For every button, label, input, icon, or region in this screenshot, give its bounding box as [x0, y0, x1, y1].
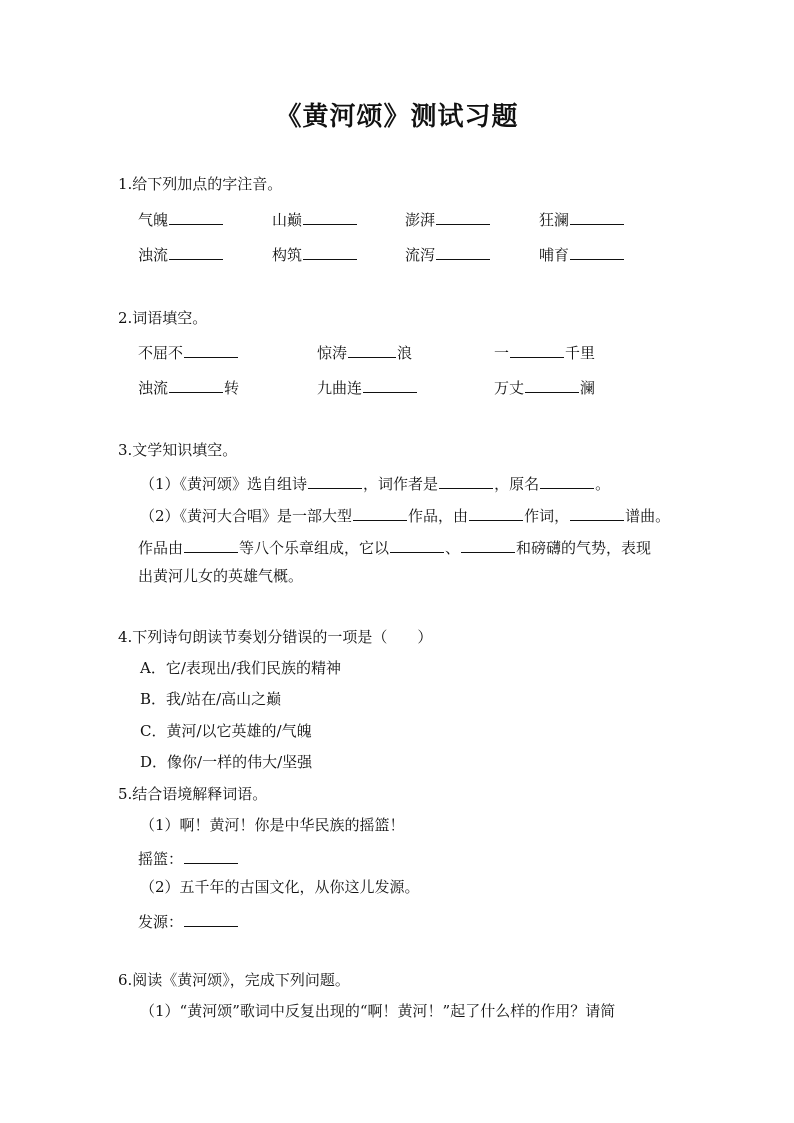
page-title: 《黄河颂》测试习题 — [275, 102, 519, 132]
q1-item: 哺育 — [539, 245, 625, 263]
q2-item: 惊涛 浪 — [317, 344, 413, 362]
q5-sentence-1: （1）啊！黄河！你是中华民族的摇篮！ — [140, 816, 405, 834]
answer-blank[interactable] — [184, 912, 238, 927]
answer-blank[interactable] — [169, 210, 223, 225]
q1-item: 流泻 — [405, 245, 491, 263]
q5-answer-2: 发源： — [138, 912, 239, 930]
option-a[interactable]: A．它/表现出/我们民族的精神 — [140, 659, 341, 677]
q2-item: 九曲连 — [317, 378, 418, 396]
question-4-heading: 4.下列诗句朗读节奏划分错误的一项是（ ） — [118, 628, 433, 646]
q5-answer-1: 摇篮： — [138, 849, 239, 867]
option-d[interactable]: D．像你/一样的伟大/坚强 — [140, 753, 313, 771]
q3-line-4: 出黄河儿女的英雄气概。 — [138, 567, 304, 585]
q6-sentence-1: （1）“黄河颂”歌词中反复出现的“啊！黄河！”起了什么样的作用？请简 — [140, 1002, 616, 1020]
answer-blank[interactable] — [570, 245, 624, 260]
q2-item: 浊流 转 — [138, 379, 240, 397]
q2-item: 一 千里 — [494, 344, 596, 362]
question-5-heading: 5.结合语境解释词语。 — [118, 785, 268, 803]
answer-blank[interactable] — [510, 343, 564, 358]
answer-blank[interactable] — [390, 538, 444, 553]
answer-blank[interactable] — [303, 245, 357, 260]
q1-item: 气魄 — [138, 210, 224, 228]
option-c[interactable]: C．黄河/以它英雄的/气魄 — [140, 722, 312, 740]
question-2-heading: 2.词语填空。 — [118, 309, 208, 327]
answer-blank[interactable] — [363, 378, 417, 393]
answer-blank[interactable] — [570, 506, 624, 521]
answer-blank[interactable] — [348, 343, 396, 358]
answer-blank[interactable] — [525, 378, 579, 393]
answer-blank[interactable] — [184, 538, 238, 553]
q1-item: 山巅 — [272, 210, 358, 228]
answer-blank[interactable] — [308, 474, 362, 489]
answer-blank[interactable] — [169, 245, 223, 260]
q5-sentence-2: （2）五千年的古国文化，从你这儿发源。 — [140, 878, 420, 896]
q1-item: 狂澜 — [539, 210, 625, 228]
answer-blank[interactable] — [540, 474, 594, 489]
q3-line-2: （2）《黄河大合唱》是一部大型 作品，由 作词， 谱曲。 — [140, 507, 671, 525]
answer-blank[interactable] — [184, 849, 238, 864]
answer-blank[interactable] — [439, 474, 493, 489]
answer-blank[interactable] — [461, 538, 515, 553]
question-6-heading: 6.阅读《黄河颂》，完成下列问题。 — [118, 971, 350, 989]
q1-item: 浊流 — [138, 245, 224, 263]
option-b[interactable]: B．我/站在/高山之巅 — [140, 690, 282, 708]
answer-blank[interactable] — [436, 245, 490, 260]
q1-item: 澎湃 — [405, 210, 491, 228]
q3-line-1: （1）《黄河颂》选自组诗 ，词作者是 ，原名 。 — [140, 475, 611, 493]
answer-blank[interactable] — [169, 378, 223, 393]
answer-blank[interactable] — [184, 343, 238, 358]
answer-blank[interactable] — [436, 210, 490, 225]
q2-item: 不屈不 — [138, 343, 239, 361]
answer-blank[interactable] — [353, 506, 407, 521]
question-1-heading: 1.给下列加点的字注音。 — [118, 175, 283, 193]
answer-blank[interactable] — [469, 506, 523, 521]
answer-blank[interactable] — [303, 210, 357, 225]
answer-blank[interactable] — [570, 210, 624, 225]
question-3-heading: 3.文学知识填空。 — [118, 441, 238, 459]
q2-item: 万丈 澜 — [494, 379, 596, 397]
q3-line-3: 作品由 等八个乐章组成，它以 、 和磅礴的气势，表现 — [138, 539, 652, 557]
q1-item: 构筑 — [272, 245, 358, 263]
